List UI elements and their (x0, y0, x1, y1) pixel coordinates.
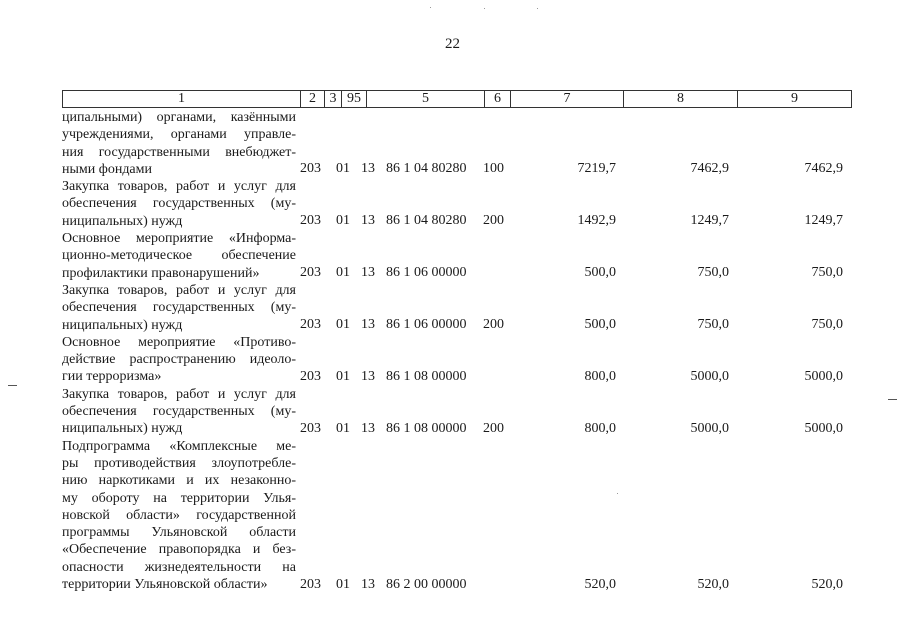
code-col-6: 100 (483, 161, 504, 177)
description-line: опасности жизнедеятельности на (62, 559, 296, 575)
amount-col-9: 750,0 (811, 265, 843, 281)
code-col-95: 13 (361, 213, 375, 229)
amount-col-7: 800,0 (584, 420, 616, 436)
header-col-5: 5 (366, 91, 484, 107)
code-col-95: 13 (361, 576, 375, 592)
row-values (0, 264, 905, 282)
scan-dot (430, 7, 431, 8)
amount-col-8: 1249,7 (690, 213, 729, 229)
description-line: обеспечения государственных (му- (62, 404, 296, 420)
description-line: профилактики правонарушений» (62, 265, 260, 281)
code-col-95: 13 (361, 161, 375, 177)
header-col-8: 8 (623, 91, 737, 107)
amount-col-9: 5000,0 (804, 368, 843, 384)
code-col-2: 203 (300, 213, 321, 229)
description-line: обеспечения государственных (му- (62, 196, 296, 212)
code-col-95: 13 (361, 368, 375, 384)
code-col-2: 203 (300, 368, 321, 384)
header-col-9: 9 (737, 91, 851, 107)
description-line: ными фондами (62, 161, 153, 177)
scan-dot (617, 493, 618, 494)
description-line: учреждениями, органами управле- (62, 127, 296, 143)
code-col-2: 203 (300, 161, 321, 177)
description-line: новской области» государственной (62, 507, 296, 523)
amount-col-7: 1492,9 (577, 213, 616, 229)
description-line: ния государственными внебюджет- (62, 144, 296, 160)
code-col-95: 13 (361, 420, 375, 436)
header-col-6: 6 (484, 91, 510, 107)
row-description (62, 438, 296, 594)
description-line: Основное мероприятие «Информа- (62, 231, 296, 247)
description-line: программы Ульяновской области (62, 525, 296, 541)
amount-col-8: 750,0 (697, 265, 729, 281)
amount-col-9: 750,0 (811, 317, 843, 333)
code-col-5: 86 1 08 00000 (386, 368, 467, 384)
description-line: Подпрограмма «Комплексные ме- (62, 438, 296, 454)
amount-col-8: 7462,9 (690, 161, 729, 177)
code-col-5: 86 1 04 80280 (386, 213, 467, 229)
amount-col-9: 1249,7 (804, 213, 843, 229)
description-line: действие распространению идеоло- (62, 352, 296, 368)
header-col-7: 7 (510, 91, 623, 107)
code-col-95: 13 (361, 265, 375, 281)
page-number: 22 (445, 36, 460, 52)
row-values (0, 420, 905, 438)
code-col-5: 86 1 04 80280 (386, 161, 467, 177)
description-line: Закупка товаров, работ и услуг для (62, 283, 296, 298)
description-line: обеспечения государственных (му- (62, 300, 296, 316)
amount-col-8: 5000,0 (690, 420, 729, 436)
description-line: ниципальных) нужд (62, 421, 183, 437)
table-header (62, 90, 852, 108)
row-values (0, 160, 905, 178)
header-col-1: 1 (178, 91, 185, 106)
row-values (0, 212, 905, 230)
code-col-5: 86 1 06 00000 (386, 317, 467, 333)
amount-col-7: 500,0 (584, 317, 616, 333)
description-line: ципальными) органами, казёнными (62, 110, 296, 125)
description-line: гии терроризма» (62, 369, 162, 385)
scan-dot (484, 8, 485, 9)
description-line: ры противодействия злоупотребле- (62, 455, 296, 471)
amount-col-9: 7462,9 (804, 161, 843, 177)
code-col-6: 200 (483, 420, 504, 436)
amount-col-7: 520,0 (584, 576, 616, 592)
description-line: му обороту на территории Улья- (62, 490, 296, 506)
code-col-2: 203 (300, 265, 321, 281)
code-col-5: 86 2 00 00000 (386, 576, 467, 592)
amount-col-7: 500,0 (584, 265, 616, 281)
code-col-5: 86 1 08 00000 (386, 420, 467, 436)
row-values (0, 368, 905, 386)
code-col-3: 01 (336, 317, 350, 333)
header-col-2: 2 (300, 91, 324, 107)
code-col-6: 200 (483, 317, 504, 333)
amount-col-7: 7219,7 (577, 161, 616, 177)
row-values (0, 576, 905, 594)
code-col-95: 13 (361, 317, 375, 333)
scan-mark-left (8, 385, 17, 386)
description-line: ниципальных) нужд (62, 213, 183, 229)
code-col-5: 86 1 06 00000 (386, 265, 467, 281)
code-col-3: 01 (336, 161, 350, 177)
table-body (0, 109, 905, 629)
amount-col-9: 5000,0 (804, 420, 843, 436)
code-col-3: 01 (336, 368, 350, 384)
code-col-3: 01 (336, 265, 350, 281)
amount-col-8: 520,0 (697, 576, 729, 592)
scan-mark-right (888, 399, 897, 400)
description-line: Закупка товаров, работ и услуг для (62, 386, 296, 402)
header-col-4: 95 (341, 91, 366, 107)
code-col-2: 203 (300, 576, 321, 592)
amount-col-8: 5000,0 (690, 368, 729, 384)
code-col-3: 01 (336, 213, 350, 229)
description-line: территории Ульяновской области» (62, 577, 268, 593)
code-col-3: 01 (336, 420, 350, 436)
description-line: ниципальных) нужд (62, 317, 183, 333)
scan-dot (537, 8, 538, 9)
code-col-3: 01 (336, 576, 350, 592)
amount-col-7: 800,0 (584, 368, 616, 384)
description-line: «Обеспечение правопорядка и без- (62, 542, 296, 558)
description-line: Закупка товаров, работ и услуг для (62, 179, 296, 195)
description-line: ционно-методическое обеспечение (62, 248, 296, 264)
description-line: нию наркотиками и их незаконно- (62, 473, 296, 489)
header-col-3: 3 (324, 91, 341, 107)
amount-col-9: 520,0 (811, 576, 843, 592)
code-col-6: 200 (483, 213, 504, 229)
amount-col-8: 750,0 (697, 317, 729, 333)
code-col-2: 203 (300, 317, 321, 333)
description-line: Основное мероприятие «Противо- (62, 334, 296, 350)
row-values (0, 316, 905, 334)
code-col-2: 203 (300, 420, 321, 436)
